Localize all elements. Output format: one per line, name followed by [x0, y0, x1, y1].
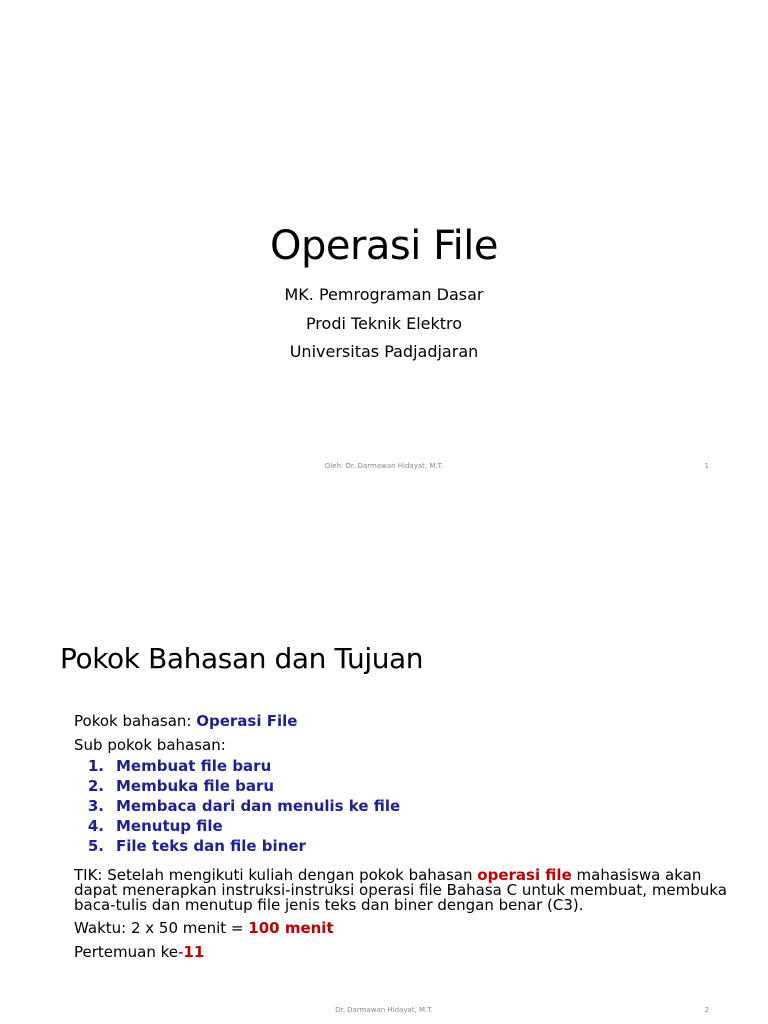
university-name: Universitas Padjadjaran — [289, 342, 479, 361]
list-item — [74, 836, 734, 856]
subtopic-label: Sub pokok bahasan: — [74, 736, 226, 754]
list-text: Menutup file — [116, 817, 223, 835]
tik-suffix: mahasiswa akan dapat menerapkan instruksi-instruksi operasi file Bahasa C untuk membuat, membuka baca-tulis dan menutup file jenis teks dan biner dengan benar (C3). — [74, 866, 727, 914]
footer-author: Dr. Darmawan Hidayat, M.T. — [335, 1006, 433, 1014]
list-item — [74, 756, 734, 776]
list-number: 4. — [87, 817, 104, 835]
course-name: MK. Pemrograman Dasar — [284, 285, 484, 304]
time-line — [74, 919, 734, 937]
slide-title: Pokok Bahasan dan Tujuan — [60, 642, 424, 675]
list-number: 3. — [87, 797, 104, 815]
list-text: Membuka file baru — [116, 777, 275, 795]
meeting-line — [74, 943, 734, 961]
topic-line — [74, 712, 734, 736]
list-text: Membaca dari dan menulis ke file — [116, 797, 401, 815]
page-number: 1 — [704, 462, 709, 470]
topic-value: Operasi File — [196, 712, 298, 730]
list-text: Membuat file baru — [116, 757, 272, 775]
topic-label: Pokok bahasan: — [74, 712, 197, 730]
footer-author: Oleh: Dr. Darmawan Hidayat, M.T. — [324, 462, 444, 470]
list-item — [74, 796, 734, 816]
list-number: 5. — [87, 837, 104, 855]
list-number: 2. — [87, 777, 104, 795]
meeting-value: 11 — [183, 943, 205, 961]
list-text: File teks dan file biner — [116, 837, 306, 855]
list-item — [74, 816, 734, 836]
program-name: Prodi Teknik Elektro — [305, 314, 463, 333]
slide-body — [74, 712, 734, 961]
list-item — [74, 776, 734, 796]
tik-prefix: TIK: Setelah mengikuti kuliah dengan pokok bahasan — [74, 866, 478, 884]
time-label: Waktu: 2 x 50 menit = — [74, 919, 249, 937]
slide-title: Operasi File — [269, 223, 499, 269]
page-number: 2 — [704, 1006, 709, 1014]
tik-highlight: operasi file — [477, 866, 572, 884]
slide-2 — [0, 512, 768, 1024]
list-number: 1. — [87, 757, 104, 775]
learning-objective — [74, 868, 734, 913]
meeting-label: Pertemuan ke- — [74, 943, 184, 961]
subtopic-list — [74, 756, 734, 856]
time-value: 100 menit — [248, 919, 334, 937]
